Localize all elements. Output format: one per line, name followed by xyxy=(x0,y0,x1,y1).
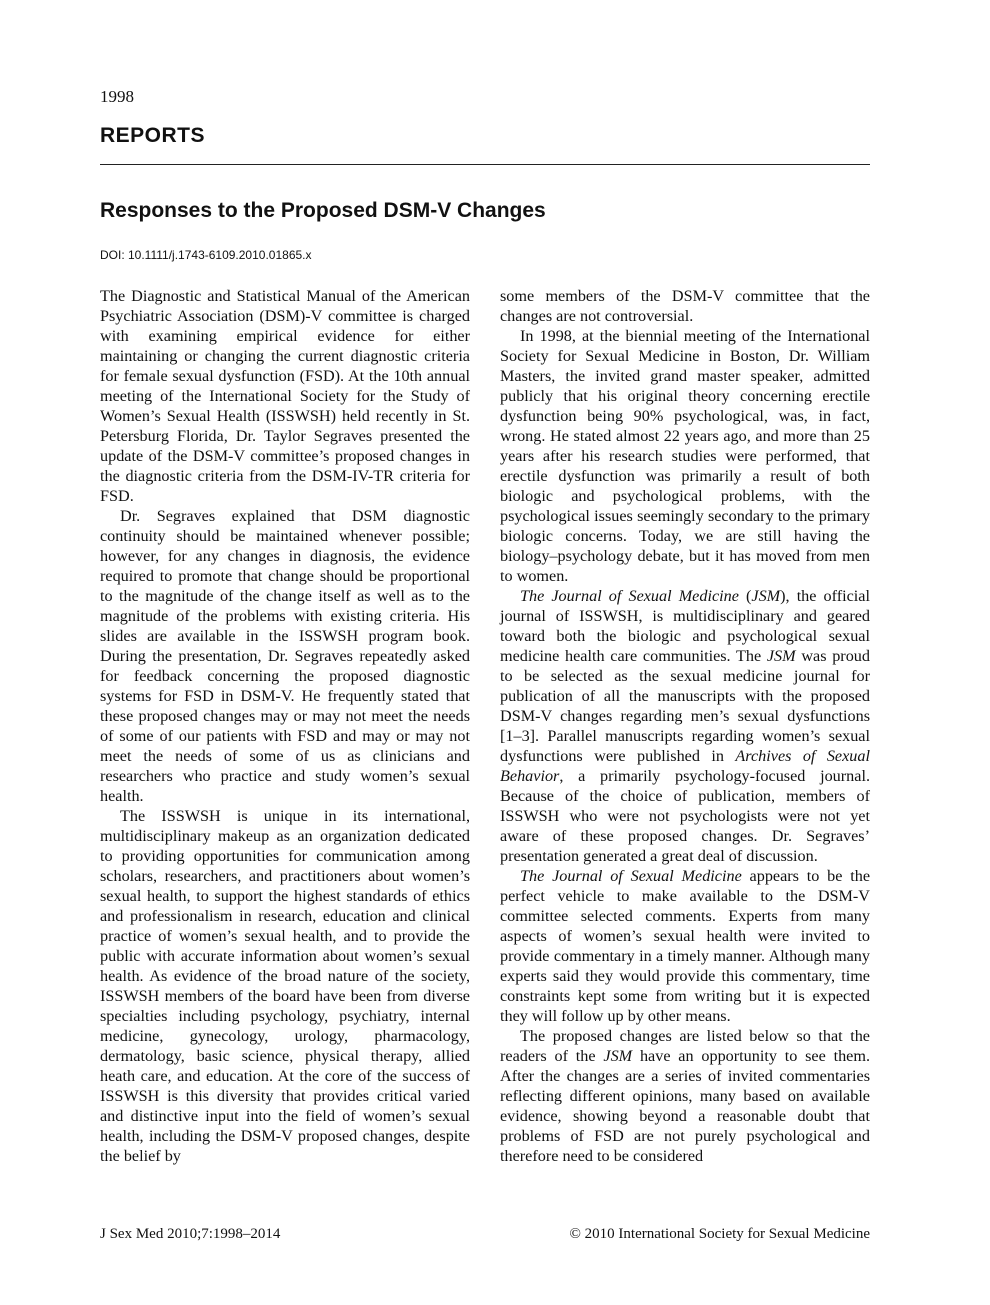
text-span: was proud to be selected as the sexual medicine journal for publication of all the manuscripts with the proposed DSM-V changes regarding men’s sexual dysfunctions [1–3]. Parallel manuscripts regarding women’s sexual dysfunctions were published in xyxy=(500,647,870,765)
section-label: REPORTS xyxy=(100,124,206,147)
header-rule xyxy=(100,164,870,165)
paragraph xyxy=(500,1026,870,1166)
right-column xyxy=(500,286,870,1166)
text-span: ), the official journal of ISSWSH, is multidisciplinary and geared toward both the biologic and psychological sexual medicine health care communities. The xyxy=(500,587,870,665)
journal-name: The Journal of Sexual Medicine xyxy=(520,587,739,605)
text-span: have an opportunity to see them. After the changes are a series of invited commentaries reflecting different opinions, many based on available evidence, showing beyond a reasonable doubt that problems of FSD are not purely psychological and therefore need to be considered xyxy=(500,1047,870,1165)
journal-abbrev: JSM xyxy=(766,647,796,665)
paragraph: The Diagnostic and Statistical Manual of the American Psychiatric Association (DSM)-V committee is charged with examining empirical evidence for either maintaining or changing the current diagnostic criteria for female sexual dysfunction (FSD). At the 10th annual meeting of the International Society for the Study of Women’s Sexual Health (ISSWSH) held recently in St. Petersburg Florida, Dr. Taylor Segraves presented the update of the DSM-V committee’s proposed changes in the diagnostic criteria from the DSM-IV-TR criteria for FSD. xyxy=(100,287,470,505)
text-span: ( xyxy=(738,587,752,605)
paragraph: In 1998, at the biennial meeting of the International Society for Sexual Medicine in Boston, Dr. William Masters, the invited grand master speaker, admitted publicly that his original theory concerning erectile dysfunction being 90% psychological, was, in fact, wrong. He stated almost 22 years ago, and more than 25 years after his research studies were performed, that erectile dysfunction was primarily a result of both biologic and psychological problems, with the psychological issues seemingly secondary to the primary biologic concerns. Today, we are still having the biology–psychology debate, but it has moved from men to women. xyxy=(500,327,870,585)
paragraph: Dr. Segraves explained that DSM diagnostic continuity should be maintained whenever possible; however, for any changes in diagnosis, the evidence required to promote that change should be proportional to the magnitude of the change itself as well as to the magnitude of the problems with existing criteria. His slides are available in the ISSWSH program book. During the presentation, Dr. Segraves repeatedly asked for feedback concerning the proposed diagnostic systems for FSD in DSM-V. He frequently stated that these proposed changes may or may not meet the needs of some of our patients with FSD and may or may not meet the needs of some of us as clinicians and researchers who practice and study women’s sexual health. xyxy=(100,507,470,805)
paragraph xyxy=(500,586,870,866)
text-span: The proposed changes are listed below so that the readers of the xyxy=(500,1027,870,1065)
footer-copyright: © 2010 International Society for Sexual Medicine xyxy=(569,1226,870,1242)
text-span: , a primarily psychology-focused journal. Because of the choice of publication, members of ISSWSH who were not psychologists were not yet aware of these proposed changes. Dr. Segraves’ presentation generated a great deal of discussion. xyxy=(500,767,870,865)
doi-link[interactable]: DOI: 10.1111/j.1743-6109.2010.01865.x xyxy=(100,248,312,262)
article-title: Responses to the Proposed DSM-V Changes xyxy=(100,199,546,222)
text-span: appears to be the perfect vehicle to make available to the DSM-V committee selected comments. Experts from many aspects of women’s sexual health were invited to provide commentary in a timely manner. Although many experts said they would provide this commentary, time constraints kept some from writing but it is expected they will follow up by other means. xyxy=(500,867,870,1025)
page-number: 1998 xyxy=(100,87,134,106)
journal-name: Archives of Sexual Behavior xyxy=(500,747,870,785)
journal-name: The Journal of Sexual Medicine xyxy=(520,867,742,885)
journal-abbrev: JSM xyxy=(603,1047,633,1065)
paragraph: The ISSWSH is unique in its international, multidisciplinary makeup as an organization dedicated to providing opportunities for communication among scholars, researchers, and practitioners about women’s sexual health, to support the highest standards of ethics and professionalism in research, education and clinical practice of women’s sexual health, and to provide the public with accurate information about women’s sexual health. As evidence of the broad nature of the society, ISSWSH members of the board have been from diverse specialties including psychology, psychiatry, internal medicine, gynecology, urology, pharmacology, dermatology, basic science, physical therapy, allied heath care, and education. At the core of the success of ISSWSH is this diversity that provides critical varied and distinctive input into the field of women’s sexual health, including the DSM-V proposed changes, despite the belief by xyxy=(100,807,470,1165)
left-column xyxy=(100,286,470,1166)
journal-abbrev: JSM xyxy=(751,587,781,605)
footer-citation: J Sex Med 2010;7:1998–2014 xyxy=(100,1226,281,1242)
paragraph xyxy=(500,866,870,1026)
paragraph: some members of the DSM-V committee that the changes are not controversial. xyxy=(500,287,870,325)
